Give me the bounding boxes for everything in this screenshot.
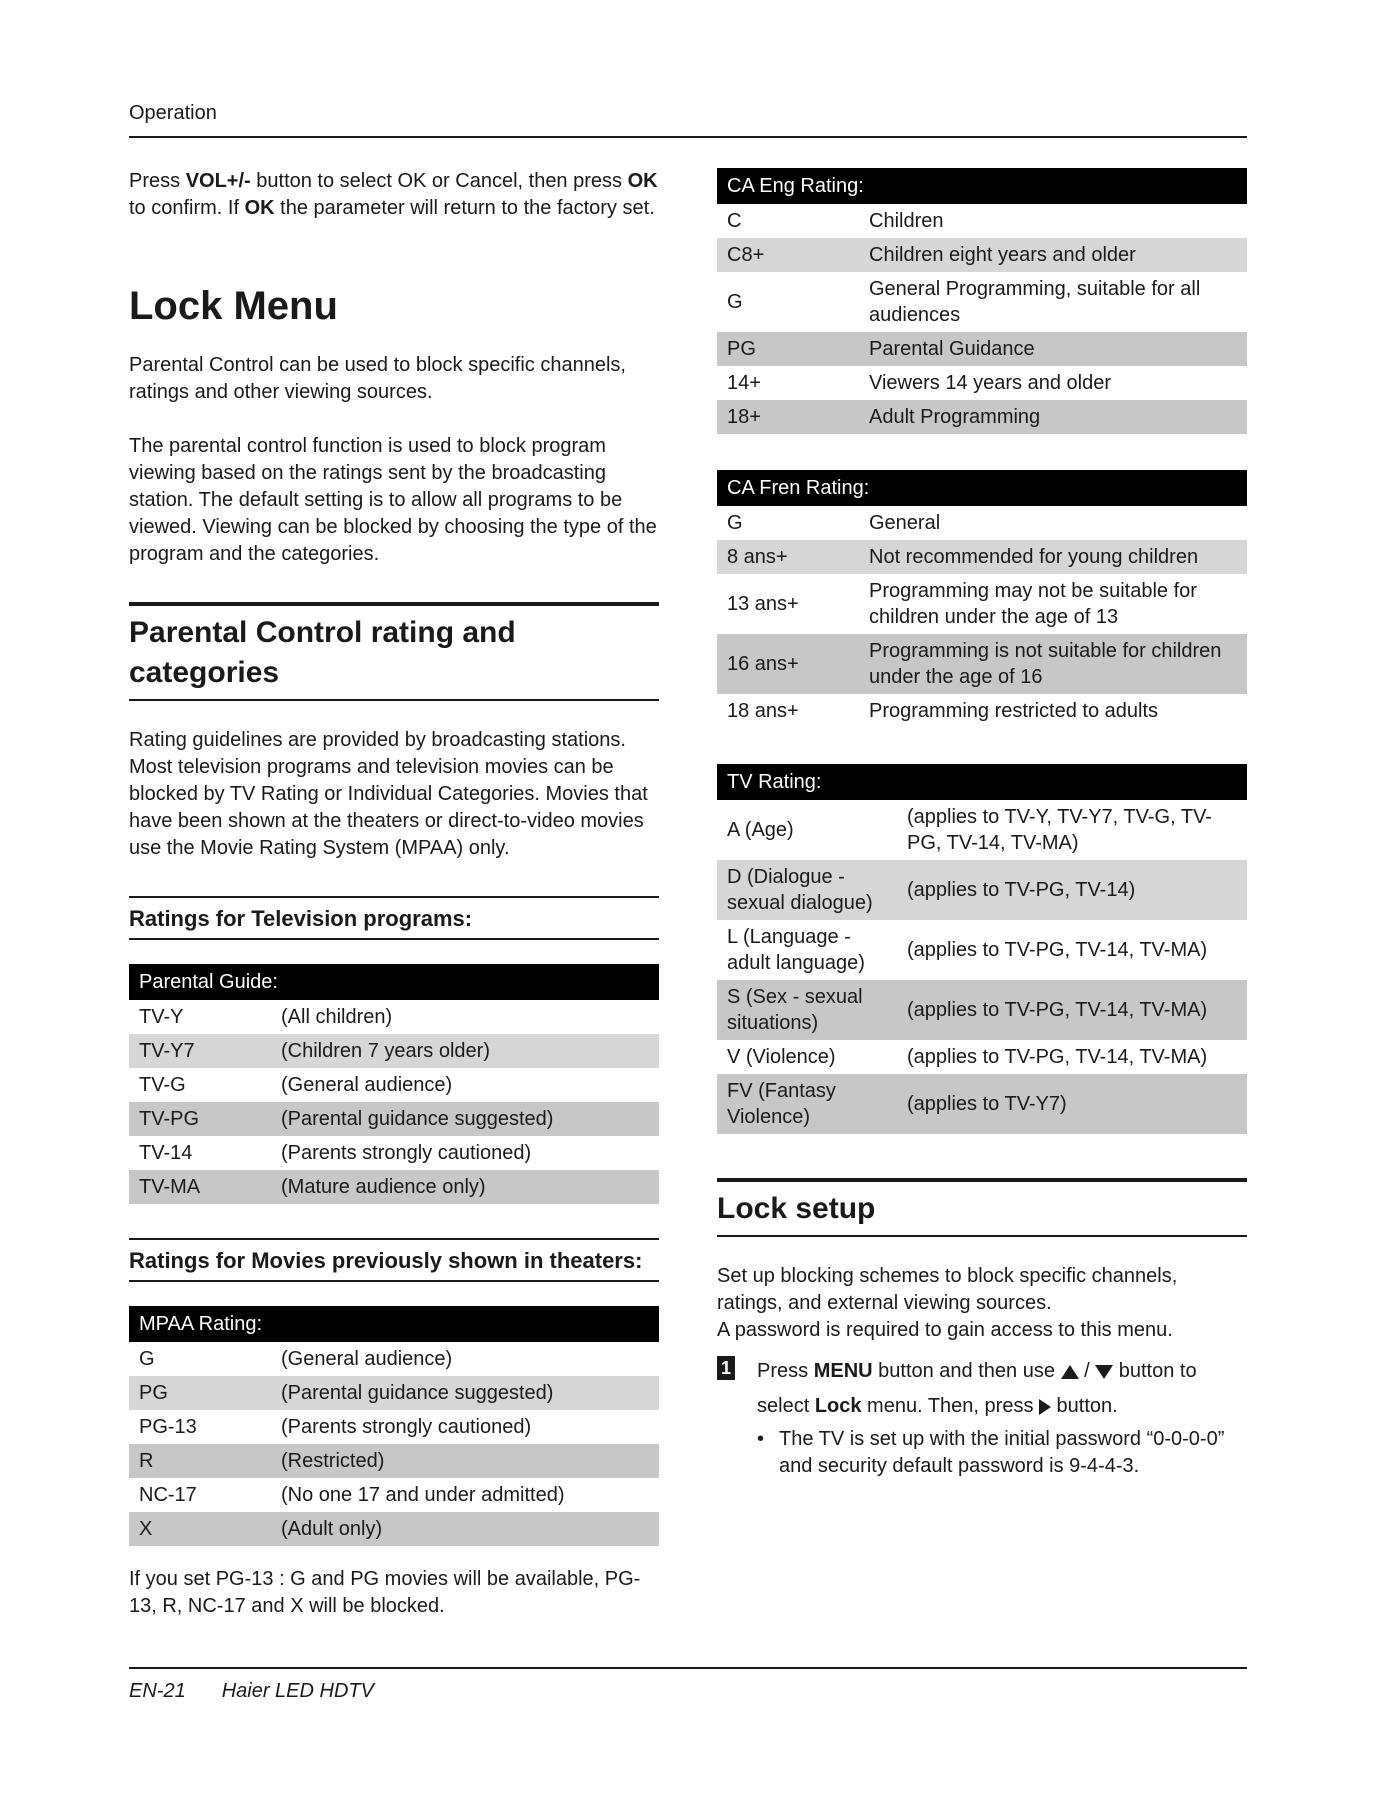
table-row: FV (Fantasy Violence) (applies to TV-Y7) [717,1074,1247,1134]
down-arrow-icon [1095,1365,1113,1379]
table-row: V (Violence) (applies to TV-PG, TV-14, TV-MA) [727,1046,1208,1068]
table-row: 8 ans+ Not recommended for young children [717,540,1247,574]
page-number: EN-21 [129,1680,186,1702]
table-header: MPAA Rating: [129,1306,659,1342]
tv-programs-heading [129,896,659,940]
table-row: 18 ans+ Programming restricted to adults [727,700,1159,722]
password-note: A password is required to gain access to this menu. [717,1319,1173,1341]
table-row: TV-MA (Mature audience only) [129,1170,659,1204]
movies-title: Ratings for Movies previously shown in theaters: [129,1248,643,1273]
table-row: G General Programming, suitable for all audiences [727,278,1201,326]
parental-section-heading [129,602,659,701]
section-header: Operation [129,102,217,124]
page-footer [129,1680,374,1703]
step-1-text: Press MENU button and then use / button to select Lock menu. Then, press button. [757,1360,1197,1417]
lock-menu-para-2: The parental control function is used to block program viewing based on the ratings sent by the broadcasting station. The default setting is to allow all programs to be viewed. Viewing can be blocked by choosing the type of the program and the categories. [129,435,657,565]
table-row: C8+ Children eight years and older [717,238,1247,272]
table-row: PG-13 (Parents strongly cautioned) [139,1416,532,1438]
lock-menu-para-1: Parental Control can be used to block specific channels, ratings and other viewing sources. [129,354,626,403]
table-row: G General [727,512,941,534]
table-row: A (Age) (applies to TV-Y, TV-Y7, TV-G, TV-PG, TV-14, TV-MA) [727,806,1212,854]
password-bullet: • The TV is set up with the initial password “0-0-0-0” and security default password is 9-4-4-3. [757,1426,1247,1480]
up-arrow-icon [1061,1365,1079,1379]
parental-section-title: Parental Control rating and categories [129,616,516,689]
table-row: L (Language - adult language) (applies to TV-PG, TV-14, TV-MA) [727,926,1208,974]
table-row: 14+ Viewers 14 years and older [727,372,1111,394]
table-row: NC-17 (No one 17 and under admitted) [139,1484,565,1506]
table-row: C Children [727,210,944,232]
step-1 [717,1354,1247,1424]
ca-fren-table [717,470,1247,728]
lock-setup-heading [717,1178,1247,1237]
parental-guide-table [129,964,659,1204]
table-header: CA Eng Rating: [717,168,1247,204]
left-column [129,168,659,1620]
pg13-note: If you set PG-13 : G and PG movies will be available, PG-13, R, NC-17 and X will be blocked. [129,1568,641,1617]
tv-rating-table [717,764,1247,1134]
table-row: PG (Parental guidance suggested) [129,1376,659,1410]
parental-section-para: Rating guidelines are provided by broadcasting stations. Most television programs and television movies can be blocked by TV Rating or Individual Categories. Movies that have been shown at the theaters or direct-to-video movies use the Movie Rating System (MPAA) only. [129,729,648,859]
lock-setup-para: Set up blocking schemes to block specific channels, ratings, and external viewing sources. [717,1265,1178,1314]
lock-setup-title: Lock setup [717,1192,876,1225]
footer-rule [129,1667,1247,1669]
header-rule [129,136,1247,138]
table-row: 18+ Adult Programming [717,400,1247,434]
table-row: 16 ans+ Programming is not suitable for children under the age of 16 [717,634,1247,694]
table-row: D (Dialogue - sexual dialogue) (applies to TV-PG, TV-14) [717,860,1247,920]
lock-menu-title: Lock Menu [129,284,338,328]
table-row: G (General audience) [139,1348,453,1370]
bullet-icon: • [757,1428,765,1450]
intro-paragraph: Press VOL+/- button to select OK or Cancel, then press OK to confirm. If OK the parameter will return to the factory set. [129,170,658,219]
table-row: 13 ans+ Programming may not be suitable for children under the age of 13 [727,580,1197,628]
mpaa-table [129,1306,659,1546]
right-column [717,168,1247,1480]
table-row: S (Sex - sexual situations) (applies to TV-PG, TV-14, TV-MA) [717,980,1247,1040]
table-row: PG Parental Guidance [717,332,1247,366]
tv-programs-title: Ratings for Television programs: [129,906,473,931]
table-row: R (Restricted) [129,1444,659,1478]
ca-eng-table [717,168,1247,434]
table-row: X (Adult only) [129,1512,659,1546]
table-header: CA Fren Rating: [717,470,1247,506]
table-row: TV-G (General audience) [139,1074,453,1096]
table-row: TV-PG (Parental guidance suggested) [129,1102,659,1136]
table-row: TV-Y7 (Children 7 years older) [129,1034,659,1068]
table-header: Parental Guide: [129,964,659,1000]
product-name: Haier LED HDTV [221,1680,374,1702]
right-arrow-icon [1039,1399,1051,1415]
table-header: TV Rating: [717,764,1247,800]
table-row: TV-14 (Parents strongly cautioned) [139,1142,532,1164]
table-row: TV-Y (All children) [139,1006,393,1028]
step-number-badge: 1 [717,1356,735,1380]
movies-heading [129,1238,659,1282]
